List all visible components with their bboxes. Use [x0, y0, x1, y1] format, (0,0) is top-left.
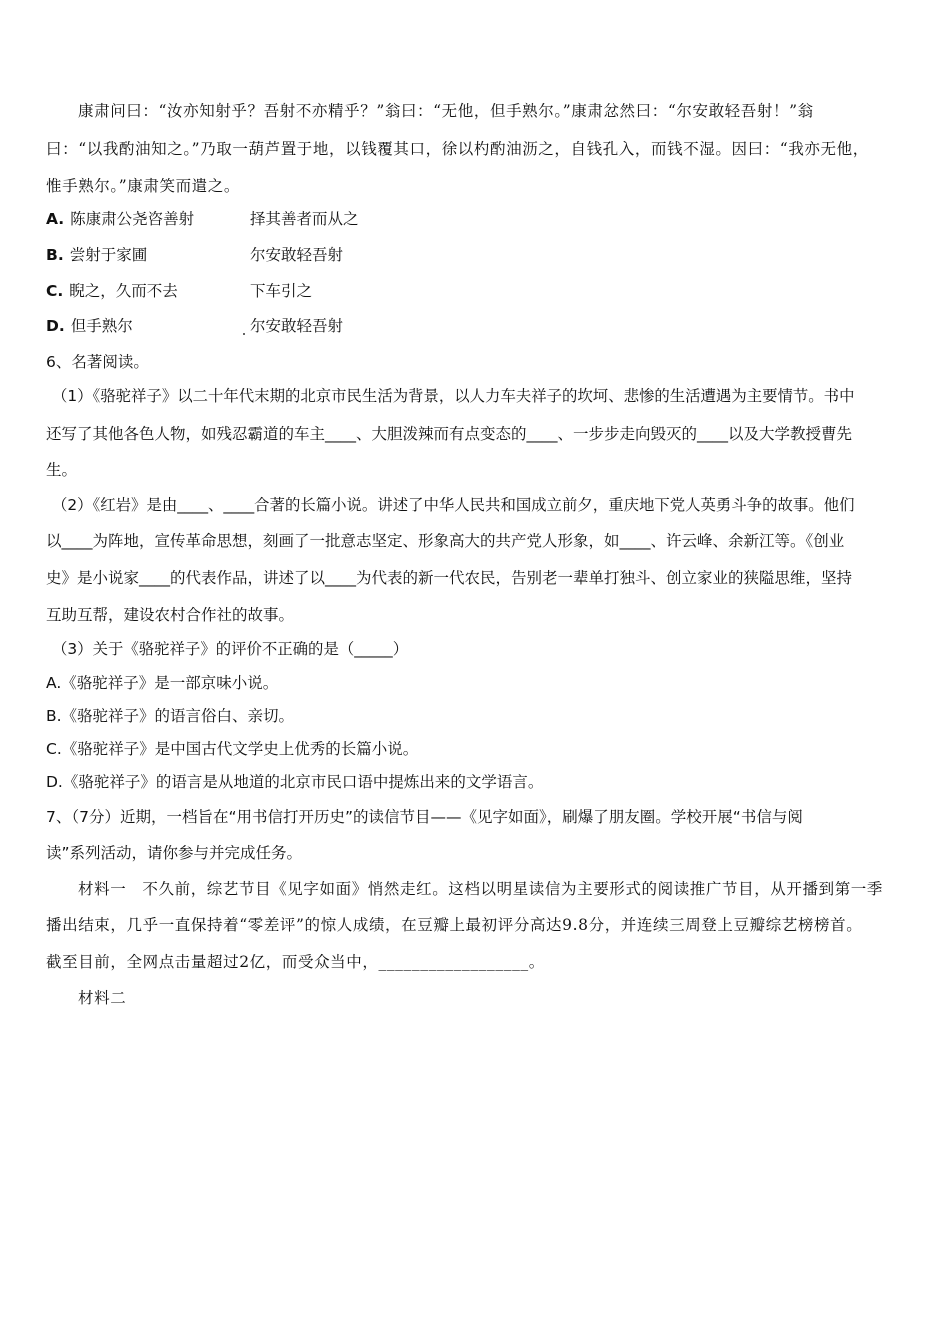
q6-title: 6、名著阅读。 — [46, 353, 149, 371]
q6-p2-line-1: （2）《红岩》是由____、____合著的长篇小说。讲述了中华人民共和国成立前夕，重庆地下党人英勇斗争的故事。他们 — [52, 496, 855, 514]
q7-line-2: 读”系列活动，请你参与并完成任务。 — [46, 844, 303, 862]
q7-material-1-line-2: 播出结束，几乎一直保持着“零差评”的惊人成绩，在豆瓣上最初评分高达9.8分，并连续三周登上豆瓣综艺榜榜首。 — [46, 916, 863, 934]
option-letter: B. — [46, 246, 64, 264]
option-left-text: 睨之，久而不去 — [69, 282, 178, 300]
q6-p1-line-1: （1）《骆驼祥子》以二十年代末期的北京市民生活为背景，以人力车夫祥子的坎坷、悲惨的生活遭遇为主要情节。书中 — [52, 387, 855, 405]
option-letter: C. — [46, 282, 64, 300]
q5-option-a-right: 择其善者而从之 — [250, 210, 359, 228]
q6-p3-option-d: D.《骆驼祥子》的语言是从地道的北京市民口语中提炼出来的文学语言。 — [46, 773, 544, 791]
option-letter: A. — [46, 210, 65, 228]
q6-p3-option-a: A.《骆驼祥子》是一部京味小说。 — [46, 674, 279, 692]
q5-option-b — [46, 244, 147, 266]
q6-p2-line-4: 互助互帮，建设农村合作社的故事。 — [46, 606, 295, 624]
q5-option-d-right: 尔安敢轻吾射 — [250, 317, 344, 335]
q7-material-1-line-1: 材料一 不久前，综艺节目《见字如面》悄然走红。这档以明星读信为主要形式的阅读推广节目，从开播到第一季 — [78, 880, 884, 898]
option-left-text: 但手熟尔 — [70, 317, 133, 335]
q5-option-c — [46, 280, 178, 302]
q6-p3-stem: （3）关于《骆驼祥子》的评价不正确的是（_____） — [52, 640, 409, 658]
q6-p2-line-2: 以____为阵地，宣传革命思想，刻画了一批意志坚定、形象高大的共产党人形象，如____、许云峰、余新江等。《创业 — [46, 532, 845, 550]
option-left-text: 陈康肃公尧咨善射 — [70, 210, 195, 228]
passage-line-3: 惟手熟尔。”康肃笑而遣之。 — [46, 177, 240, 195]
q7-material-2-label: 材料二 — [78, 989, 127, 1007]
option-left-text: 尝射于家圃 — [69, 246, 148, 264]
q5-option-a — [46, 208, 194, 230]
passage-line-1: 康肃问曰：“汝亦知射乎？吾射不亦精乎？”翁曰：“无他，但手熟尔。”康肃忿然曰：“尔安敢轻吾射！”翁 — [78, 102, 814, 120]
q6-p2-line-3: 史》是小说家____的代表作品，讲述了以____为代表的新一代农民，告别老一辈单打独斗、创立家业的狭隘思维，坚持 — [46, 569, 853, 587]
passage-line-2: 曰：“以我酌油知之。”乃取一葫芦置于地，以钱覆其口，徐以杓酌油沥之，自钱孔入，而钱不湿。因曰：“我亦无他， — [46, 140, 869, 158]
q5-option-d — [46, 315, 133, 337]
q6-p3-option-c: C.《骆驼祥子》是中国古代文学史上优秀的长篇小说。 — [46, 740, 419, 758]
emphasis-dot — [243, 333, 245, 335]
q5-option-b-right: 尔安敢轻吾射 — [250, 246, 344, 264]
q6-p1-line-2: 还写了其他各色人物，如残忍霸道的车主____、大胆泼辣而有点变态的____、一步步走向毁灭的____以及大学教授曹先 — [46, 425, 853, 443]
q7-material-1-line-3: 截至目前，全网点击量超过2亿，而受众当中，__________________。 — [46, 953, 545, 971]
q6-p3-option-b: B.《骆驼祥子》的语言俗白、亲切。 — [46, 707, 295, 725]
q5-option-c-right: 下车引之 — [250, 282, 313, 300]
q6-p1-line-3: 生。 — [46, 461, 78, 479]
q7-line-1: 7、（7分）近期，一档旨在“用书信打开历史”的读信节目——《见字如面》，刷爆了朋友圈。学校开展“书信与阅 — [46, 808, 803, 826]
option-letter: D. — [46, 317, 65, 335]
